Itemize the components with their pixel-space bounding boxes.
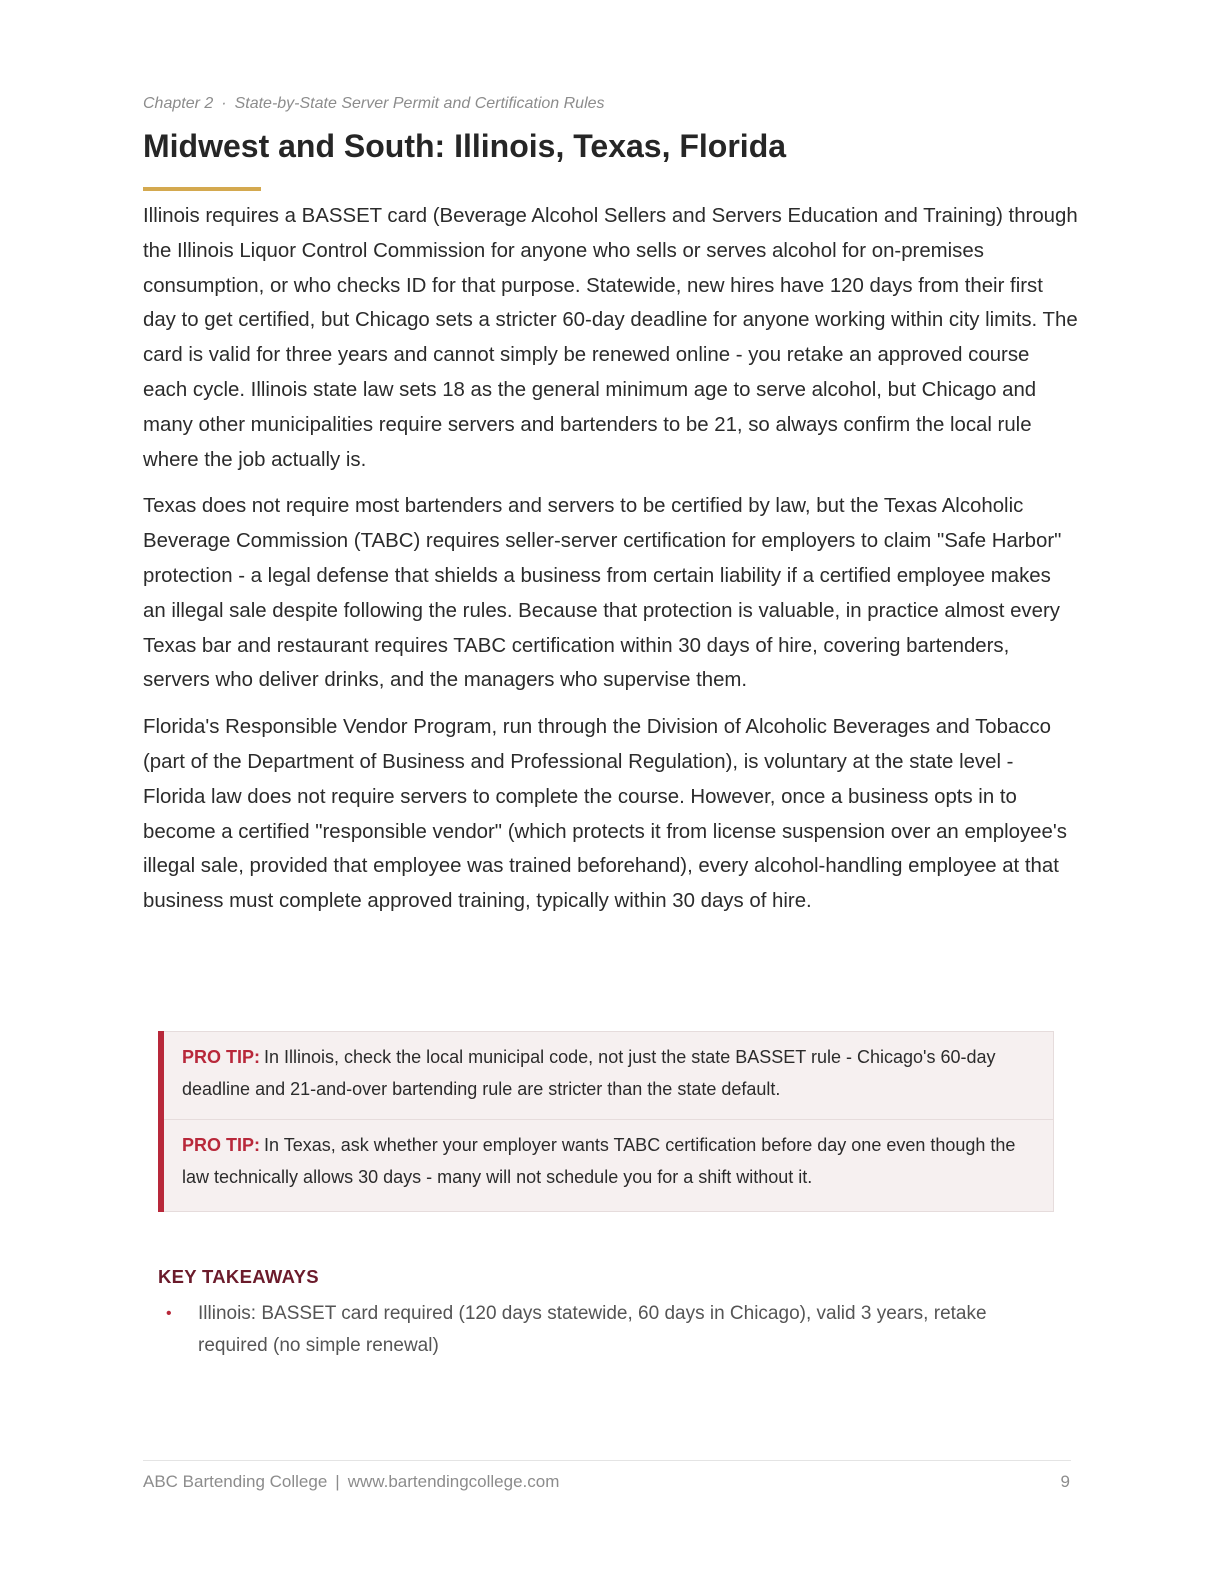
key-takeaways-list	[158, 1298, 1038, 1362]
chapter-number: Chapter 2	[143, 95, 214, 112]
list-item	[158, 1298, 1038, 1362]
bullet-icon: •	[166, 1305, 172, 1322]
takeaway-text: Illinois: BASSET card required (120 days statewide, 60 days in Chicago), valid 3 years, retake required (no simple renewal)	[198, 1303, 987, 1356]
chapter-title: State-by-State Server Permit and Certification Rules	[234, 95, 605, 112]
key-takeaways-heading: KEY TAKEAWAYS	[158, 1266, 319, 1287]
title-accent-rule	[143, 187, 261, 191]
page-title: Midwest and South: Illinois, Texas, Florida	[143, 128, 787, 164]
footer-divider	[143, 1460, 1071, 1461]
pro-tip-text: In Illinois, check the local municipal code, not just the state BASSET rule - Chicago's 60-day deadline and 21-and-over bartending rule are stricter than the state default.	[182, 1047, 996, 1099]
footer-publisher: ABC Bartending College	[143, 1472, 328, 1491]
paragraph-texas: Texas does not require most bartenders and servers to be certified by law, but the Texas Alcoholic Beverage Commission (TABC) requires seller-server certification for employers to claim "Safe Harbor" protection - a legal defense that shields a business from certain liability if a certified employee makes an illegal sale despite following the rules. Because that protection is valuable, in practice almost every Texas bar and restaurant requires TABC certification within 30 days of hire, covering bartenders, servers who deliver drinks, and the managers who supervise them.	[143, 495, 1062, 692]
page-number: 9	[1060, 1472, 1070, 1491]
paragraph-florida: Florida's Responsible Vendor Program, run through the Division of Alcoholic Beverages and Tobacco (part of the Department of Business and Professional Regulation), is voluntary at the state level - Florida law does not require servers to complete the course. However, once a business opts in to become a certified "responsible vendor" (which protects it from license suspension over an employee's illegal sale, provided that employee was trained beforehand), every alcohol-handling employee at that business must complete approved training, typically within 30 days of hire.	[143, 716, 1067, 913]
chapter-separator: ·	[221, 95, 227, 112]
pro-tips-box	[158, 1031, 1054, 1212]
page-footer	[143, 1472, 1071, 1492]
body-text	[143, 199, 1078, 931]
paragraph-illinois: Illinois requires a BASSET card (Beverage Alcohol Sellers and Servers Education and Training) through the Illinois Liquor Control Commission for anyone who sells or serves alcohol for on-premises consumption, or who checks ID for that purpose. Statewide, new hires have 120 days from their first day to get certified, but Chicago sets a stricter 60-day deadline for anyone working within city limits. The card is valid for three years and cannot simply be renewed online - you retake an approved course each cycle. Illinois state law sets 18 as the general minimum age to serve alcohol, but Chicago and many other municipalities require servers and bartenders to be 21, so always confirm the local rule where the job actually is.	[143, 205, 1078, 471]
chapter-header	[143, 95, 605, 113]
pro-tip	[164, 1120, 1054, 1212]
pro-tip-label: PRO TIP:	[182, 1135, 261, 1155]
pro-tip	[164, 1031, 1054, 1120]
footer-website: www.bartendingcollege.com	[347, 1472, 560, 1491]
document-page	[143, 0, 1078, 1584]
pro-tip-label: PRO TIP:	[182, 1047, 261, 1067]
pro-tip-text: In Texas, ask whether your employer wants TABC certification before day one even though the law technically allows 30 days - many will not schedule you for a shift without it.	[182, 1135, 1016, 1187]
footer-separator: |	[335, 1472, 340, 1491]
